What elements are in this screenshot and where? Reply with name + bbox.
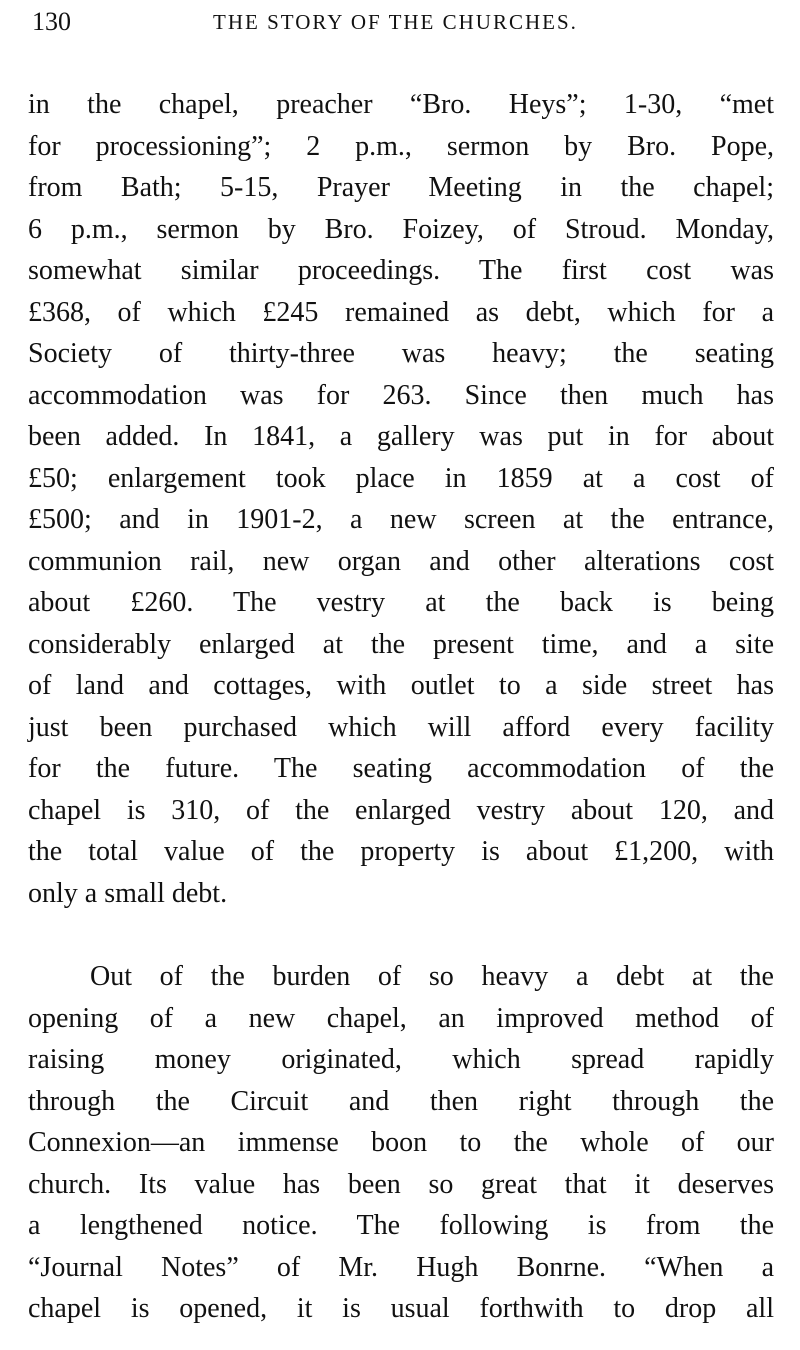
text-line: chapel is 310, of the enlarged vestry about 120, and <box>28 794 774 826</box>
text-line: for processioning”; 2 p.m., sermon by Bro. Pope, <box>28 130 774 162</box>
text-line: communion rail, new organ and other alterations cost <box>28 545 774 577</box>
text-line: church. Its value has been so great that it deserves <box>28 1168 774 1200</box>
text-line: £500; and in 1901-2, a new screen at the entrance, <box>28 504 774 535</box>
text-line: considerably enlarged at the present time, and a site <box>28 628 774 660</box>
text-line: a lengthened notice. The following is from the <box>28 1210 774 1241</box>
text-line: accommodation was for 263. Since then much has <box>28 379 774 411</box>
body-text <box>28 84 774 1330</box>
text-line: of land and cottages, with outlet to a side street has <box>28 670 774 701</box>
text-line: opening of a new chapel, an improved method of <box>28 1002 774 1034</box>
text-line: “Journal Notes” of Mr. Hugh Bonrne. “When a <box>28 1251 774 1283</box>
page-number: 130 <box>32 7 71 36</box>
paragraph-2 <box>28 956 774 1330</box>
text-line: Society of thirty-three was heavy; the seating <box>28 338 774 369</box>
text-line: Out of the burden of so heavy a debt at the <box>90 961 774 992</box>
text-line: 6 p.m., sermon by Bro. Foizey, of Stroud. Monday, <box>28 213 774 245</box>
text-line: in the chapel, preacher “Bro. Heys”; 1-30, “met <box>28 89 774 120</box>
text-line: £50; enlargement took place in 1859 at a cost of <box>28 462 774 494</box>
text-line: the total value of the property is about £1,200, with <box>28 836 774 867</box>
paragraph-gap <box>28 914 774 956</box>
text-line: only a small debt. <box>28 877 228 909</box>
text-line: chapel is opened, it is usual forthwith to drop all <box>28 1293 774 1324</box>
text-line: £368, of which £245 remained as debt, which for a <box>28 296 774 328</box>
text-line: been added. In 1841, a gallery was put in for about <box>28 421 774 452</box>
text-line: raising money originated, which spread rapidly <box>28 1044 774 1075</box>
text-line: for the future. The seating accommodation of the <box>28 753 774 784</box>
page-header <box>28 4 772 40</box>
text-line: somewhat similar proceedings. The first cost was <box>28 255 774 286</box>
text-line: just been purchased which will afford every facility <box>28 711 774 743</box>
text-line: from Bath; 5-15, Prayer Meeting in the chapel; <box>28 172 774 203</box>
text-line: about £260. The vestry at the back is being <box>28 587 774 618</box>
paragraph-1 <box>28 84 774 914</box>
text-line: Connexion—an immense boon to the whole of our <box>28 1127 774 1158</box>
text-line: through the Circuit and then right through the <box>28 1085 774 1117</box>
running-head: THE STORY OF THE CHURCHES. <box>213 10 578 34</box>
